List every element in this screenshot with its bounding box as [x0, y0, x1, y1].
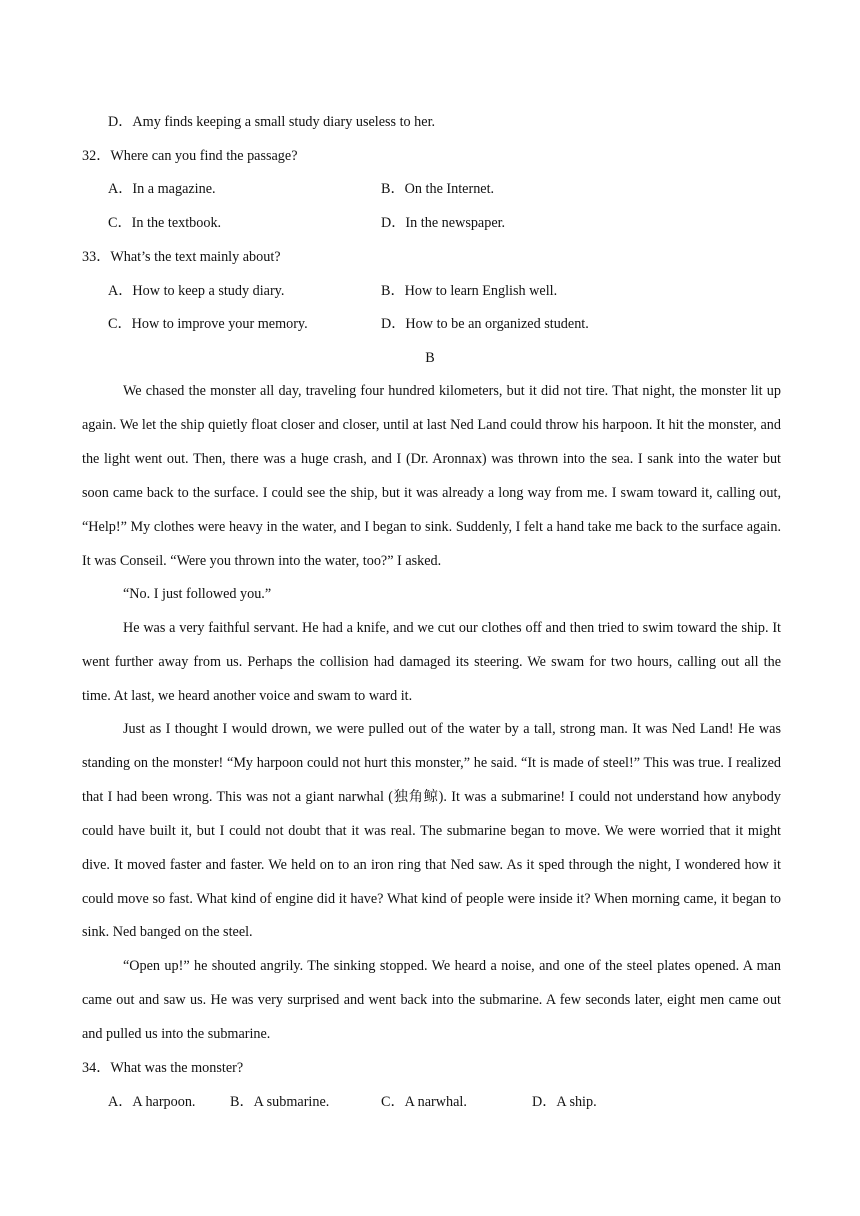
question-34-stem: 34．What was the monster? — [82, 1060, 244, 1076]
passage-paragraph-3: He was a very faithful servant. He had a knife, and we cut our clothes off and then tried to swim toward the ship. It went further away from us. Perhaps the collision had damaged its steering. We swam for two hours, calling out all the time. At last, we heard another voice and swam to ward it. — [82, 620, 781, 704]
question-34-option-b: B．A submarine. — [230, 1094, 330, 1110]
question-32-option-d: D．In the newspaper. — [381, 215, 506, 231]
passage-paragraph-1: We chased the monster all day, traveling four hundred kilometers, but it did not tire. That night, the monster lit up again. We let the ship quietly float closer and closer, until at last Ned Land could throw his harpoon. It hit the monster, and the light went out. Then, there was a huge crash, and I (Dr. Aronnax) was thrown into the sea. I sank into the water but soon came back to the surface. I could see the ship, but it was already a long way from me. I swam toward it, calling out, “Help!” My clothes were heavy in the water, and I began to sink. Suddenly, I felt a hand take me back to the surface again. It was Conseil. “Were you thrown into the water, too?” I asked. — [82, 383, 781, 569]
question-34-option-d: D．A ship. — [532, 1094, 597, 1110]
question-33-stem: 33．What’s the text mainly about? — [82, 249, 281, 265]
section-label: B — [425, 350, 435, 366]
question-33-option-d: D．How to be an organized student. — [381, 316, 589, 332]
question-32-option-a: A．In a magazine. — [108, 181, 216, 197]
question-33-option-b: B．How to learn English well. — [381, 283, 558, 299]
passage-paragraph-2: “No. I just followed you.” — [123, 586, 272, 602]
prev-question-option-d: D．Amy finds keeping a small study diary useless to her. — [108, 114, 436, 130]
passage-paragraph-4: Just as I thought I would drown, we were pulled out of the water by a tall, strong man. It was Ned Land! He was standing on the monster! “My harpoon could not hurt this monster,” he said. “It is made of steel!” This was true. I realized that I had been wrong. This was not a giant narwhal (独角鲸). It was a submarine! I could not understand how anybody could have built it, but I could not doubt that it was real. The submarine began to move. We were worried that it might dive. It moved faster and faster. We held on to an iron ring that Ned saw. As it sped through the night, I wondered how it could move so fast. What kind of engine did it have? What kind of people were inside it? When morning came, it began to sink. Ned banged on the steel. — [82, 721, 781, 941]
question-32-option-b: B．On the Internet. — [381, 181, 495, 197]
question-34-option-c: C．A narwhal. — [381, 1094, 467, 1110]
question-33-option-a: A．How to keep a study diary. — [108, 283, 285, 299]
passage-paragraph-5: “Open up!” he shouted angrily. The sinking stopped. We heard a noise, and one of the steel plates opened. A man came out and saw us. He was very surprised and went back into the submarine. A few seconds later, eight men came out and pulled us into the submarine. — [82, 958, 781, 1042]
question-32-option-c: C．In the textbook. — [108, 215, 222, 231]
question-33-option-c: C．How to improve your memory. — [108, 316, 308, 332]
question-32-stem: 32．Where can you find the passage? — [82, 148, 298, 164]
question-34-option-a: A．A harpoon. — [108, 1094, 196, 1110]
